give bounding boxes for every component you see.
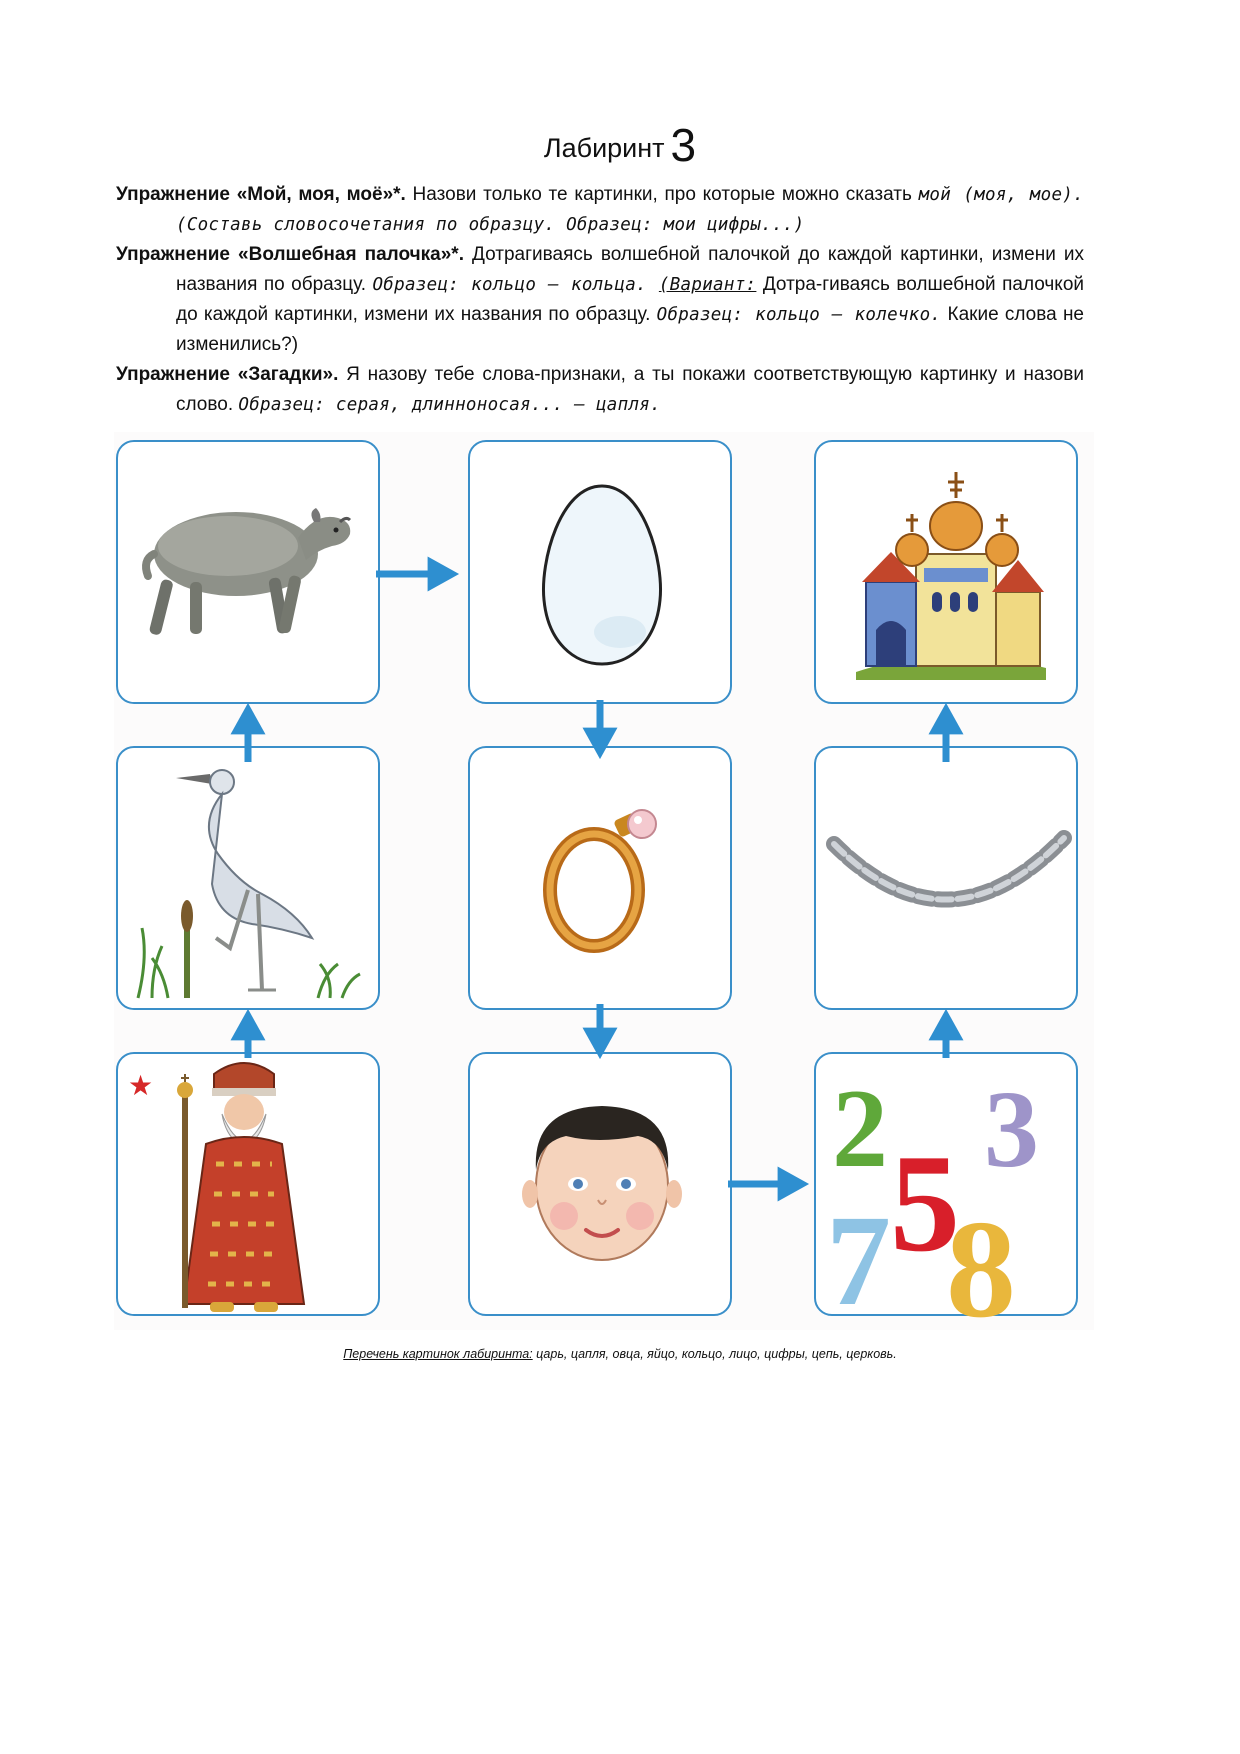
exercise-1-text: Назови только те картинки, про которые можно сказать bbox=[405, 184, 919, 205]
digit-7: 7 bbox=[826, 1189, 891, 1318]
title-number: 3 bbox=[670, 119, 697, 171]
digit-2: 2 bbox=[832, 1067, 888, 1191]
exercise-2-text: Дотрагиваясь волшебной палочкой до каждой картинки, измени их названия по образцу. bbox=[176, 244, 1084, 295]
exercise-2-question: Какие слова не изменились?) bbox=[176, 304, 1085, 355]
digit-8: 8 bbox=[946, 1192, 1016, 1318]
exercise-2-example-2: Образец: кольцо – колечко. bbox=[656, 305, 942, 325]
exercise-1-name: Упражнение «Мой, моя, моё»*. bbox=[116, 184, 406, 205]
digit-3: 3 bbox=[984, 1068, 1039, 1190]
exercise-2-example: Образец: кольцо – кольца. bbox=[372, 275, 659, 295]
picture-list-label: Перечень картинок лабиринта: bbox=[343, 1347, 533, 1361]
digit-5: 5 bbox=[890, 1126, 960, 1281]
start-star-icon: ★ bbox=[128, 1069, 154, 1102]
picture-list bbox=[0, 1347, 1240, 1361]
exercise-1-example: мой (моя, мое). (Составь словосочетания по образцу. Образец: мои цифры...) bbox=[176, 185, 1084, 235]
exercise-3-text: Я назову тебе слова-признаки, а ты покажи соответствующую картинку и назови слово. bbox=[176, 364, 1084, 415]
exercise-3-name: Упражнение «Загадки». bbox=[116, 364, 339, 385]
title-text: Лабиринт bbox=[543, 133, 665, 163]
picture-list-items: царь, цапля, овца, яйцо, кольцо, лицо, цифры, цепь, церковь. bbox=[532, 1347, 897, 1361]
exercise-2-variant: (Вариант: bbox=[658, 275, 757, 295]
exercise-3-example: Образец: серая, длинноносая... – цапля. bbox=[238, 395, 661, 415]
exercise-2-name: Упражнение «Волшебная палочка»*. bbox=[116, 244, 464, 265]
exercise-2-variant-text: Дотра-гиваясь волшебной палочкой до каждой картинки, измени их названия по образцу. bbox=[176, 274, 1085, 325]
